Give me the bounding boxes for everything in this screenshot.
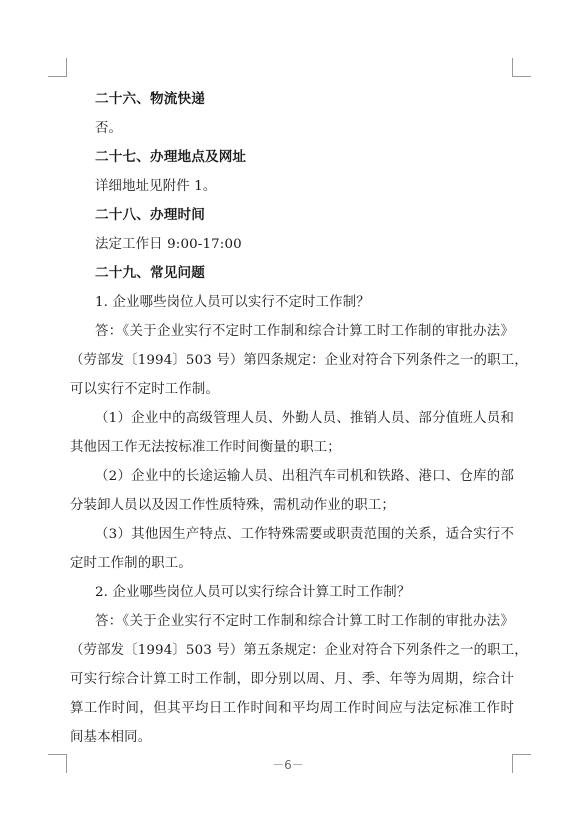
answer-2-line: （劳部发〔1994〕503 号）第五条规定：企业对符合下列条件之一的职工， <box>70 643 528 658</box>
section-heading-27: 二十七、办理地点及网址 <box>95 149 247 165</box>
answer-1-item-1: 其他因工作无法按标准工作时间衡量的职工； <box>70 440 341 455</box>
question-2: 2. 企业哪些岗位人员可以实行综合计算工时工作制？ <box>95 585 411 600</box>
answer-2-line: 可实行综合计算工时工作制，即分别以周、月、季、年等为周期，综合计 <box>70 672 514 687</box>
document-body <box>70 85 528 752</box>
section-heading-29: 二十九、常见问题 <box>95 265 205 281</box>
answer-2-line: 算工作时间，但其平均日工作时间和平均周工作时间应与法定标准工作时 <box>70 701 514 716</box>
answer-1-line: 答：《关于企业实行不定时工作制和综合计算工时工作制的审批办法》 <box>95 324 514 339</box>
section-heading-26: 二十六、物流快递 <box>95 91 205 107</box>
answer-1-item-3: （3）其他因生产特点、工作特殊需要或职责范围的关系，适合实行不 <box>95 527 514 542</box>
section-heading-28: 二十八、办理时间 <box>95 207 205 223</box>
paragraph-line: 否。 <box>95 121 123 136</box>
page-number: －6－ <box>272 758 304 772</box>
crop-mark-top-right <box>512 58 531 77</box>
answer-1-line: 可以实行不定时工作制。 <box>70 382 219 397</box>
answer-1-item-1: （1）企业中的高级管理人员、外勤人员、推销人员、部分值班人员和 <box>95 411 514 426</box>
answer-1-line: （劳部发〔1994〕503 号）第四条规定：企业对符合下列条件之一的职工， <box>70 353 528 368</box>
paragraph-line: 详细地址见附件 1。 <box>95 179 217 194</box>
answer-1-item-3: 定时工作制的职工。 <box>70 556 192 571</box>
answer-2-line: 答：《关于企业实行不定时工作制和综合计算工时工作制的审批办法》 <box>95 614 514 629</box>
paragraph-line: 法定工作日 9:00-17:00 <box>95 237 242 252</box>
answer-2-line: 间基本相同。 <box>70 730 152 745</box>
question-1: 1. 企业哪些岗位人员可以实行不定时工作制？ <box>95 295 370 310</box>
answer-1-item-2: 分装卸人员以及因工作性质特殊，需机动作业的职工； <box>70 498 395 513</box>
crop-mark-top-left <box>48 58 67 77</box>
answer-1-item-2: （2）企业中的长途运输人员、出租汽车司机和铁路、港口、仓库的部 <box>95 469 514 484</box>
